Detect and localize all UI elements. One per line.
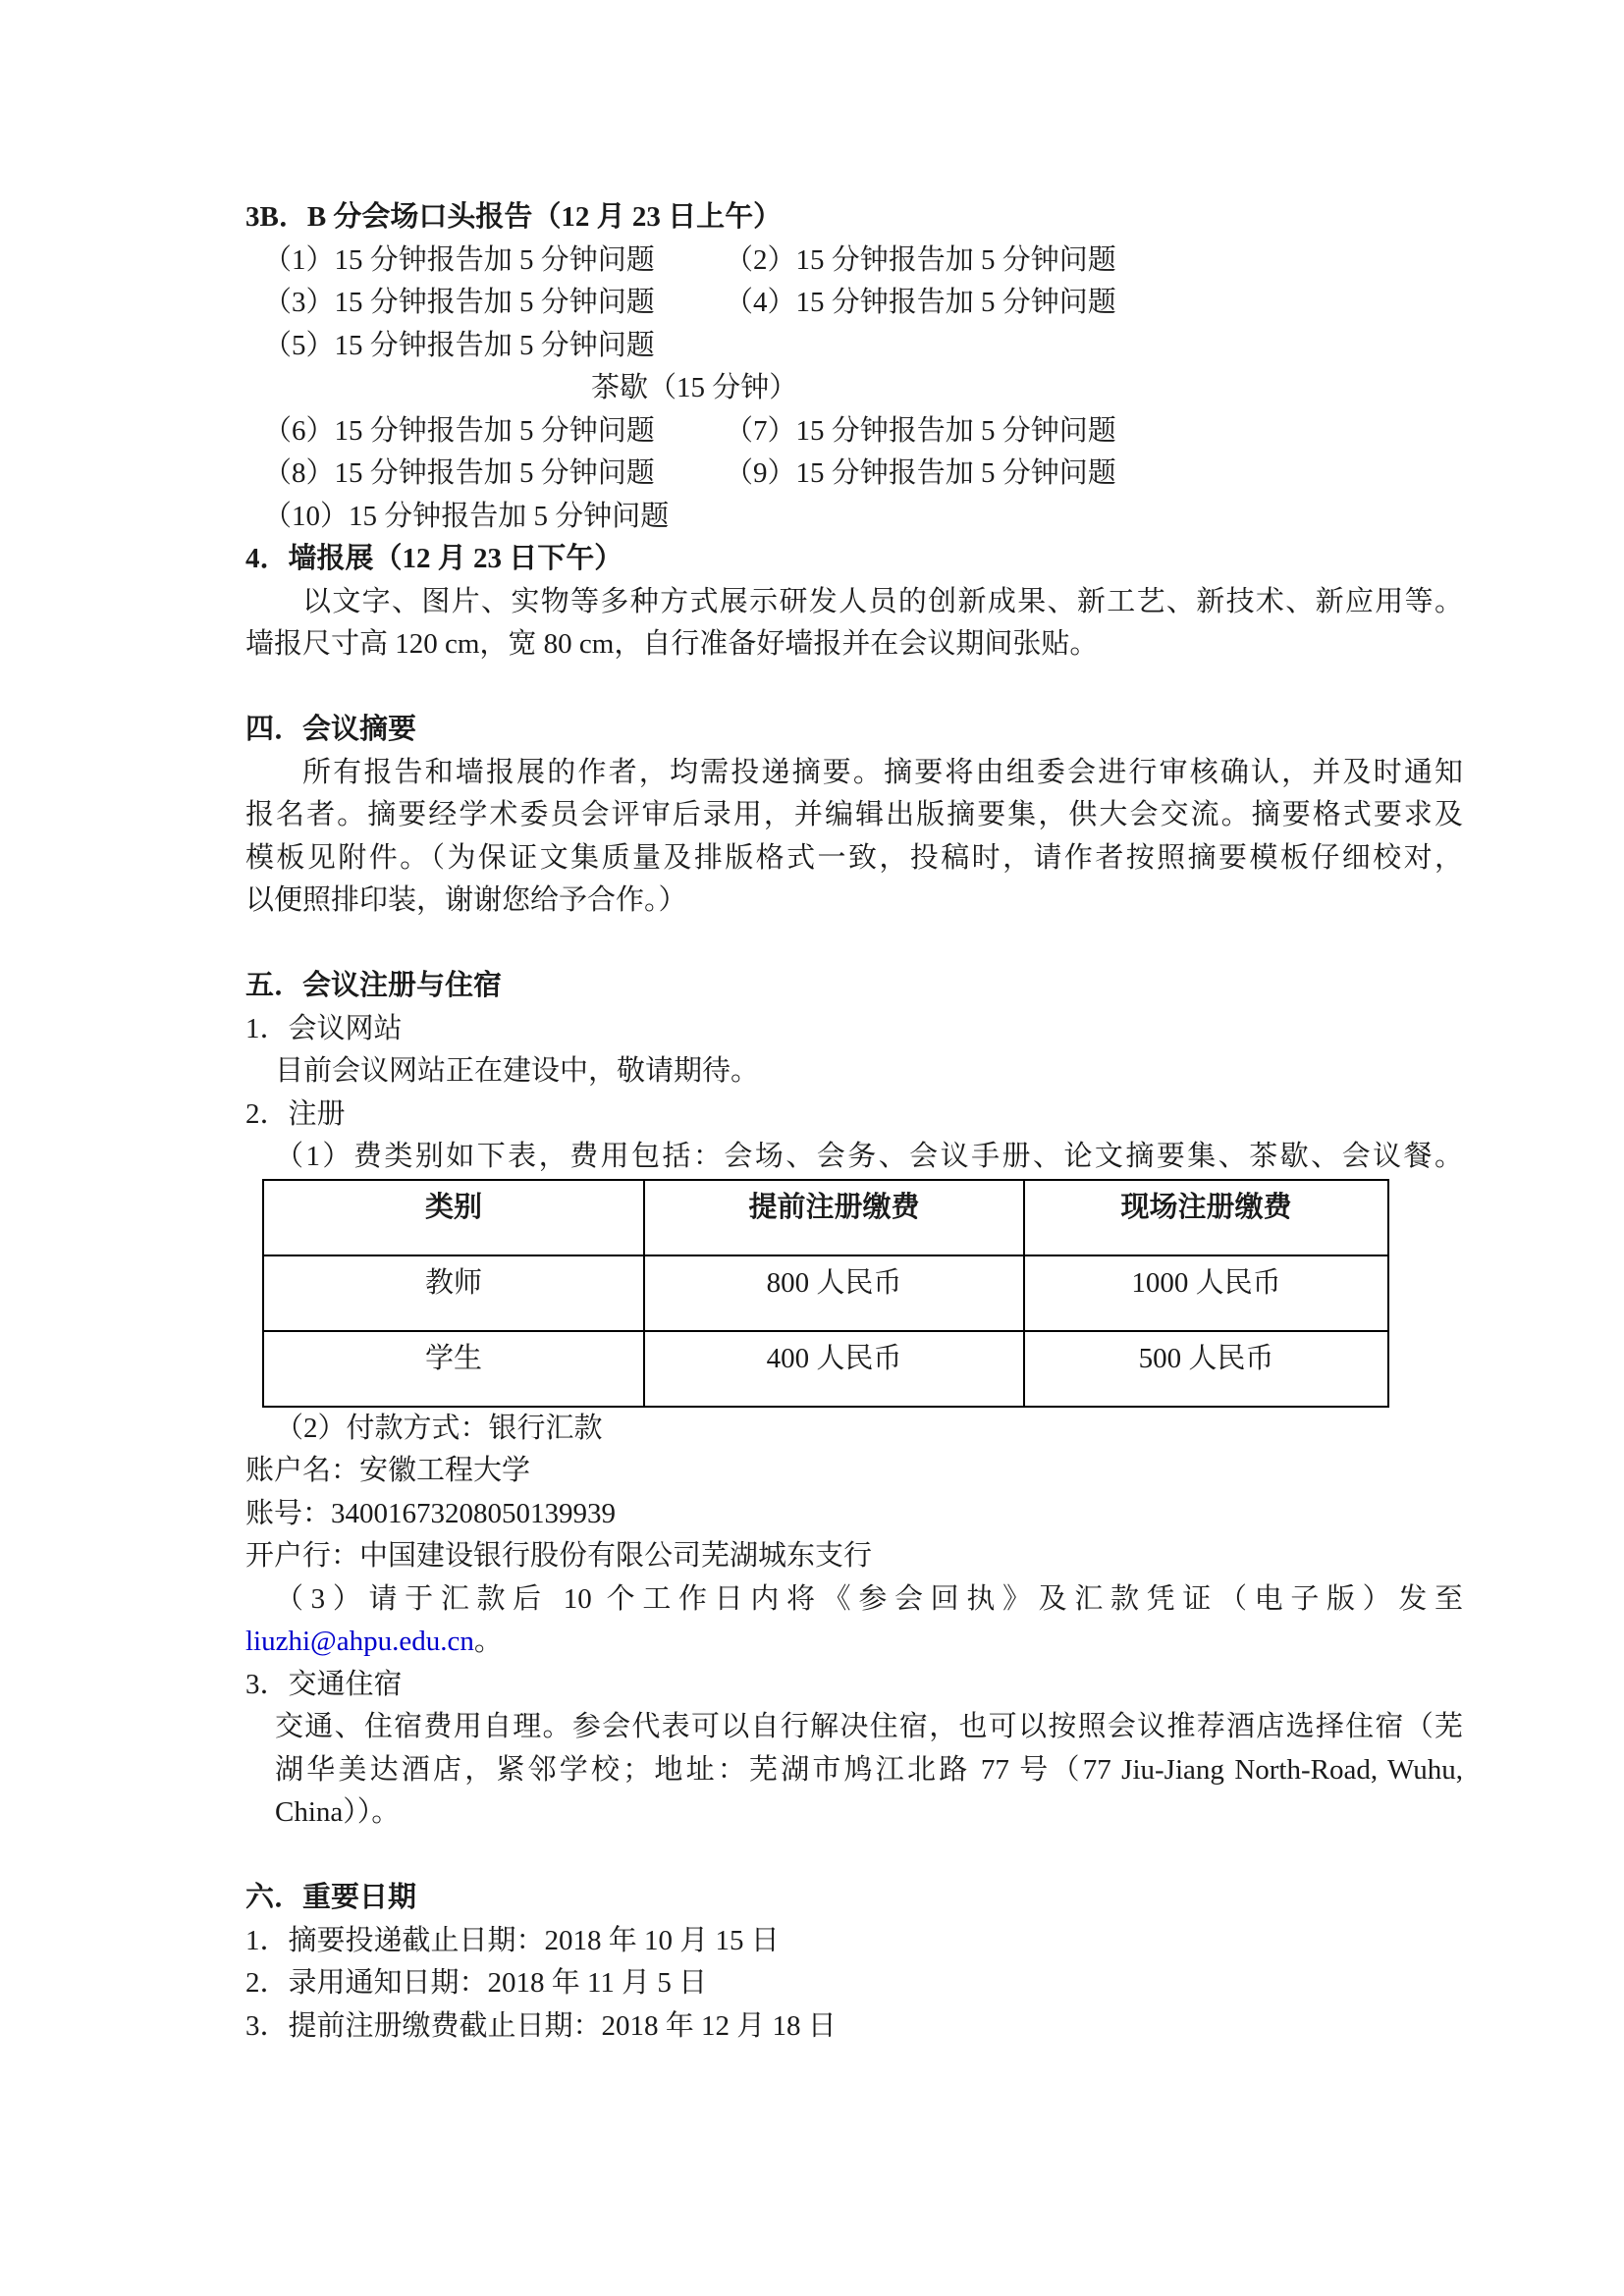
travel-paragraph-line: China））。 — [275, 1796, 401, 1828]
report-items-row — [245, 453, 1463, 496]
website-label: 1．会议网站 — [245, 1012, 403, 1044]
email-link[interactable]: liuzhi@ahpu.edu.cn — [245, 1626, 474, 1657]
register-label: 2．注册 — [245, 1097, 346, 1130]
fee-category-cell: 学生 — [263, 1331, 644, 1407]
report-item: （9）15 分钟报告加 5 分钟问题 — [725, 457, 1116, 489]
report-item: （5）15 分钟报告加 5 分钟问题 — [263, 329, 655, 361]
account-name: 账户名：安徽工程大学 — [245, 1455, 531, 1486]
poster-paragraph-line: 墙报尺寸高 120 cm，宽 80 cm，自行准备好墙报并在会议期间张贴。 — [245, 628, 1099, 660]
website-status: 目前会议网站正在建设中，敬请期待。 — [275, 1055, 760, 1087]
date-item: 2．录用通知日期：2018 年 11 月 5 日 — [245, 1967, 708, 1999]
fee-early-cell: 800 人民币 — [644, 1255, 1024, 1331]
abstract-paragraph-line: 报名者。摘要经学术委员会评审后录用，并编辑出版摘要集，供大会交流。摘要格式要求及 — [245, 799, 1463, 830]
fee-table-header-cell: 现场注册缴费 — [1024, 1180, 1388, 1255]
report-item: （6）15 分钟报告加 5 分钟问题 — [263, 414, 655, 447]
fee-table-row — [263, 1255, 1388, 1331]
tea-break-row — [245, 367, 1463, 410]
email-period: 。 — [473, 1626, 503, 1657]
section-3b-heading: 3B．B 分会场口头报告（12 月 23 日上午） — [245, 201, 783, 233]
fee-table-header-cell: 提前注册缴费 — [644, 1180, 1024, 1255]
tea-break-label: 茶歇（15 分钟） — [591, 372, 798, 403]
fee-onsite-cell: 1000 人民币 — [1024, 1255, 1388, 1331]
bank-branch: 开户行：中国建设银行股份有限公司芜湖城东支行 — [245, 1540, 873, 1572]
report-item: （2）15 分钟报告加 5 分钟问题 — [725, 243, 1116, 276]
blank-line — [245, 1835, 1463, 1878]
section-registration-heading: 五．会议注册与住宿 — [245, 970, 503, 1001]
section-abstract-heading: 四．会议摘要 — [245, 714, 417, 745]
blank-line — [245, 923, 1463, 966]
section-dates-heading: 六．重要日期 — [245, 1882, 417, 1913]
report-item: （7）15 分钟报告加 5 分钟问题 — [725, 414, 1116, 447]
report-items-row — [245, 410, 1463, 454]
travel-label: 3．交通住宿 — [245, 1668, 403, 1700]
blank-line — [245, 667, 1463, 710]
date-item: 3．提前注册缴费截止日期：2018 年 12 月 18 日 — [245, 2009, 837, 2042]
email-line — [245, 1621, 1463, 1664]
report-item: （10）15 分钟报告加 5 分钟问题 — [263, 500, 670, 532]
travel-paragraph-line: 交通、住宿费用自理。参会代表可以自行解决住宿，也可以按照会议推荐酒店选择住宿（芜 — [275, 1711, 1463, 1742]
abstract-paragraph-line: 模板见附件。（为保证文集质量及排版格式一致，投稿时，请作者按照摘要模板仔细校对， — [245, 841, 1463, 874]
fee-table-header-cell: 类别 — [263, 1180, 644, 1255]
report-items-row — [245, 496, 1463, 539]
fee-category-cell: 教师 — [263, 1255, 644, 1331]
fee-table-header-row — [263, 1180, 1388, 1255]
fee-onsite-cell: 500 人民币 — [1024, 1331, 1388, 1407]
payment-method: （2）付款方式：银行汇款 — [275, 1412, 603, 1444]
account-number: 账号：34001673208050139939 — [245, 1497, 617, 1529]
report-items-row — [245, 325, 1463, 368]
report-item: （4）15 分钟报告加 5 分钟问题 — [725, 287, 1116, 318]
fee-table — [262, 1179, 1389, 1408]
fee-early-cell: 400 人民币 — [644, 1331, 1024, 1407]
report-item: （3）15 分钟报告加 5 分钟问题 — [263, 287, 655, 318]
receipt-note: （3）请于汇款后 10 个工作日内将《参会回执》及汇款凭证（电子版）发至 — [275, 1582, 1463, 1615]
document-content — [245, 196, 1463, 2048]
poster-paragraph-line: 以文字、图片、实物等多种方式展示研发人员的创新成果、新工艺、新技术、新应用等。 — [302, 585, 1463, 617]
abstract-paragraph-line: 所有报告和墙报展的作者，均需投递摘要。摘要将由组委会进行审核确认，并及时通知 — [302, 756, 1463, 788]
report-item: （8）15 分钟报告加 5 分钟问题 — [263, 457, 655, 489]
report-items-row — [245, 240, 1463, 283]
report-items-row — [245, 282, 1463, 325]
fee-table-row — [263, 1331, 1388, 1407]
travel-paragraph-line: 湖华美达酒店，紧邻学校；地址：芜湖市鸠江北路 77 号（77 Jiu-Jiang North-Road, Wuhu, — [275, 1753, 1463, 1786]
date-item: 1．摘要投递截止日期：2018 年 10 月 15 日 — [245, 1924, 780, 1956]
section-poster-heading: 4．墙报展（12 月 23 日下午） — [245, 543, 623, 574]
fee-intro: （1）费类别如下表，费用包括：会场、会务、会议手册、论文摘要集、茶歇、会议餐。 — [275, 1141, 1463, 1172]
report-item: （1）15 分钟报告加 5 分钟问题 — [263, 243, 655, 276]
abstract-paragraph-line: 以便照排印装，谢谢您给予合作。） — [245, 884, 687, 916]
